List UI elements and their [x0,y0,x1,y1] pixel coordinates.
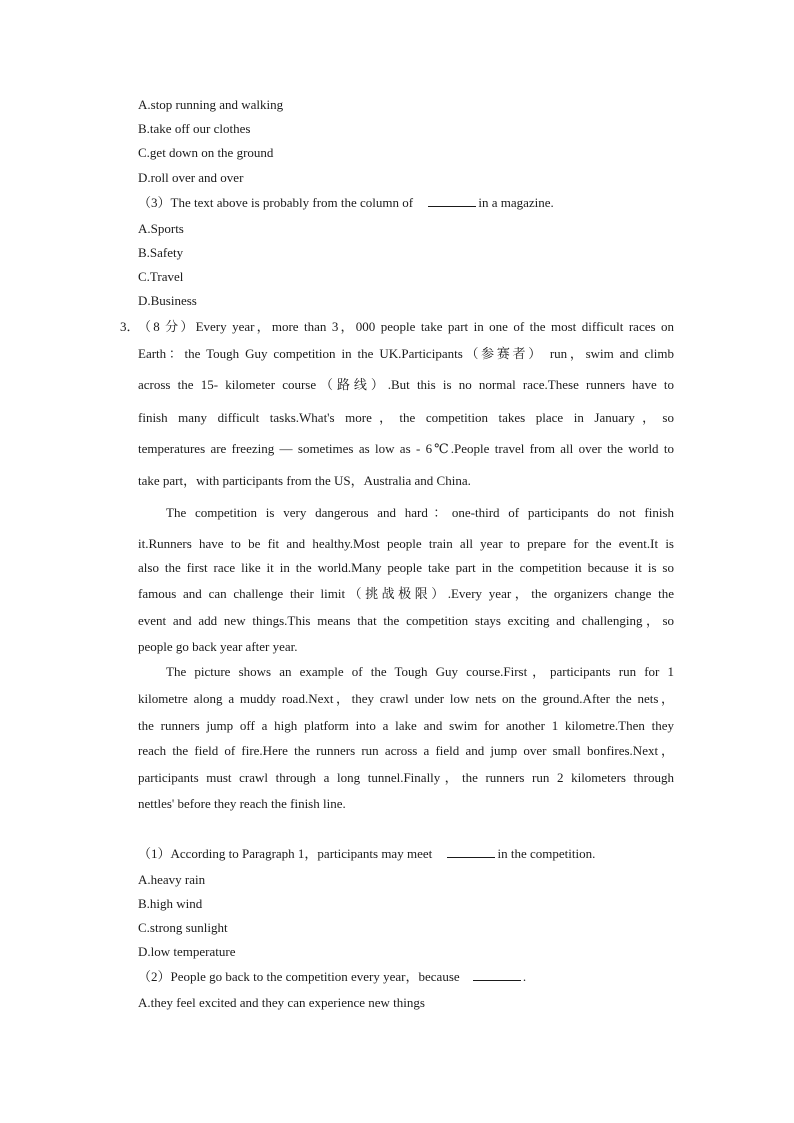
passage-line: temperatures are freezing — sometimes as low as - 6℃.People travel from all over the world to [138,441,674,456]
option-d: D.Business [138,293,197,308]
passage-line: people go back year after year. [138,639,298,654]
option-b: B.high wind [138,896,203,911]
passage-line: across the 15- kilometer course（路线）.But this is no normal race.These runners have to [138,377,674,392]
question-stem [138,969,526,985]
passage-line: nettles' before they reach the finish line. [138,796,346,811]
question-stem-text: （1）According to Paragraph 1，participants may meet [138,846,433,861]
option-b: B.take off our clothes [138,121,251,136]
passage-line: kilometre along a muddy road.Next，they crawl under low nets on the ground.After the nets， [138,691,674,706]
question-stem-text: （3）The text above is probably from the column of [138,195,414,210]
passage-line: （8 分）Every year，more than 3，000 people take part in one of the most difficult races on [138,319,674,334]
question-stem-tail: in the competition. [497,846,596,861]
question-stem-tail: . [522,969,527,984]
option-d: D.roll over and over [138,170,244,185]
passage-line: take part，with participants from the US，Australia and China. [138,473,471,488]
passage-line: reach the field of fire.Here the runners run across a field and jump over small bonfires.Next， [138,743,674,758]
option-a: A.Sports [138,221,184,236]
option-a: A.they feel excited and they can experience new things [138,995,425,1010]
passage-line: it.Runners have to be fit and healthy.Most people train all year to prepare for the event.It is [138,536,674,551]
question-number: 3． [120,319,140,334]
answer-blank [473,969,521,981]
passage-line: the runners jump off a high platform into a lake and swim for another 1 kilometre.Then they [138,718,674,733]
passage-line: event and add new things.This means that the competition stays exciting and challenging，so [138,613,674,628]
passage-line: also the first race like it in the world.Many people take part in the competition because it is so [138,560,674,575]
passage-line: Earth：the Tough Guy competition in the UK.Participants（参赛者） run，swim and climb [138,346,674,361]
question-stem-tail: in a magazine. [478,195,554,210]
question-stem [138,195,554,211]
question-stem-text: （2）People go back to the competition every year，because [138,969,460,984]
option-c: C.Travel [138,269,184,284]
passage-line: famous and can challenge their limit（挑战极限）.Every year，the organizers change the [138,586,674,601]
passage-line: The competition is very dangerous and hard：one-third of participants do not finish [166,505,674,520]
passage-line: finish many difficult tasks.What's more，the competition takes place in January，so [138,410,674,425]
answer-blank [428,195,476,207]
passage-line: participants must crawl through a long tunnel.Finally，the runners run 2 kilometers through [138,770,674,785]
option-c: C.strong sunlight [138,920,228,935]
passage-line: The picture shows an example of the Tough Guy course.First，participants run for 1 [166,664,674,679]
option-a: A.heavy rain [138,872,206,887]
option-b: B.Safety [138,245,184,260]
option-d: D.low temperature [138,944,236,959]
option-a: A.stop running and walking [138,97,284,112]
answer-blank [447,846,495,858]
question-stem [138,846,595,862]
option-c: C.get down on the ground [138,145,274,160]
